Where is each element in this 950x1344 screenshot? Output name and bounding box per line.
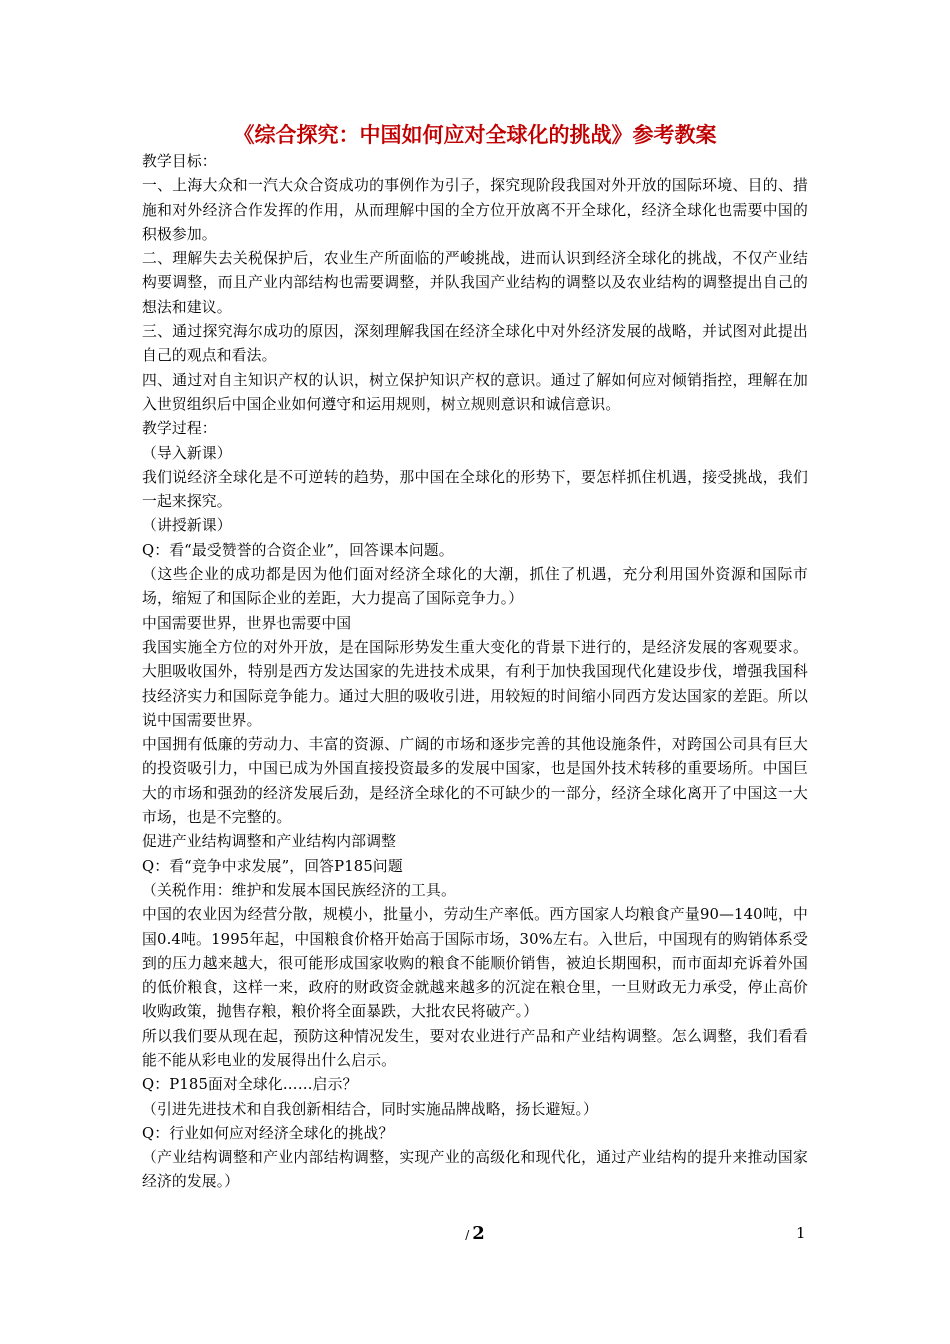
subheading: 促进产业结构调整和产业结构内部调整 (142, 833, 397, 851)
answer-paragraph: （关税作用：维护和发展本国民族经济的工具。 (142, 881, 456, 899)
subheading: 中国需要世界，世界也需要中国 (142, 614, 352, 632)
page-total-indicator (0, 1222, 950, 1247)
body-paragraph: 中国的农业因为经营分散，规模小，批量小，劳动生产率低。西方国家人均粮食产量90—140吨，中国0.4吨。1995年起，中国粮食价格开始高于国际市场，30%左右。入世后，中国现有的购销体系受到的压力越来越大，很可能形成国家收购的粮食不能顺价销售，被迫长期囤积，而市面却充诉着外国的低价粮食，这样一来，政府的财政资金就越来越多的沉淀在粮仓里，一旦财政无力承受，停止高价收购政策，抛售存粮，粮价将全面暴跌，大批农民将破产。） (142, 906, 808, 1021)
total-pages: 2 (472, 1223, 485, 1244)
question-paragraph: Q：行业如何应对经济全球化的挑战？ (142, 1124, 394, 1142)
body-paragraph: 所以我们要从现在起，预防这种情况发生，要对农业进行产品和产业结构调整。怎么调整，我们看看能不能从彩电业的发展得出什么启示。 (142, 1027, 808, 1069)
section-heading-objectives: 教学目标： (142, 153, 217, 170)
lesson-step-intro: （导入新课） (142, 444, 232, 462)
objective-paragraph-1: 一、上海大众和一汽大众合资成功的事例作为引子，探究现阶段我国对外开放的国际环境、目的、措施和对外经济合作发挥的作用，从而理解中国的全方位开放离不开全球化，经济全球化也需要中国的积极参加。 (142, 177, 808, 243)
document-title: 《综合探究：中国如何应对全球化的挑战》参考教案 (233, 122, 717, 147)
objective-paragraph-2: 二、理解失去关税保护后，农业生产所面临的严峻挑战，进而认识到经济全球化的挑战，不仅产业结构要调整，而且产业内部结构也需要调整，并队我国产业结构的调整以及农业结构的调整提出自己的想法和建议。 (142, 250, 808, 316)
question-paragraph: Q：看“最受赞誉的合资企业”，回答课本问题。 (142, 541, 454, 559)
page-separator: / (465, 1228, 470, 1242)
answer-paragraph: （这些企业的成功都是因为他们面对经济全球化的大潮，抓住了机遇，充分利用国外资源和国际市场，缩短了和国际企业的差距，大力提高了国际竞争力。） (142, 566, 808, 608)
page-number: 1 (796, 1224, 806, 1242)
section-heading-process: 教学过程： (142, 420, 217, 438)
question-paragraph: Q：看“竞争中求发展”，回答P185问题 (142, 857, 403, 875)
lesson-step-teaching: （讲授新课） (142, 517, 232, 535)
question-paragraph: Q：P185面对全球化……启示？ (142, 1076, 358, 1094)
objective-paragraph-3: 三、通过探究海尔成功的原因，深刻理解我国在经济全球化中对外经济发展的战略，并试图对此提出自己的观点和看法。 (142, 323, 808, 365)
answer-paragraph: （引进先进技术和自我创新相结合，同时实施品牌战略，扬长避短。） (142, 1100, 598, 1118)
objective-paragraph-4: 四、通过对自主知识产权的认识，树立保护知识产权的意识。通过了解如何应对倾销指控，理解在加入世贸组织后中国企业如何遵守和运用规则，树立规则意识和诚信意识。 (142, 371, 808, 413)
document-body (142, 150, 808, 1195)
body-paragraph: 中国拥有低廉的劳动力、丰富的资源、广阔的市场和逐步完善的其他设施条件，对跨国公司具有巨大的投资吸引力，中国已成为外国直接投资最多的发展中国家，也是国外技术转移的重要场所。中国巨大的市场和强劲的经济发展后劲，是经济全球化的不可缺少的一部分，经济全球化离开了中国这一大市场，也是不完整的。 (142, 736, 808, 827)
answer-paragraph: （产业结构调整和产业内部结构调整，实现产业的高级化和现代化，通过产业结构的提升来推动国家经济的发展。） (142, 1149, 808, 1191)
body-paragraph: 我国实施全方位的对外开放，是在国际形势发生重大变化的背景下进行的，是经济发展的客观要求。大胆吸收国外，特别是西方发达国家的先进技术成果，有利于加快我国现代化建设步伐，增强我国科技经济实力和国际竞争能力。通过大胆的吸收引进，用较短的时间缩小同西方发达国家的差距。所以说中国需要世界。 (142, 638, 808, 729)
body-paragraph: 我们说经济全球化是不可逆转的趋势，那中国在全球化的形势下，要怎样抓住机遇，接受挑战，我们一起来探究。 (142, 468, 808, 511)
